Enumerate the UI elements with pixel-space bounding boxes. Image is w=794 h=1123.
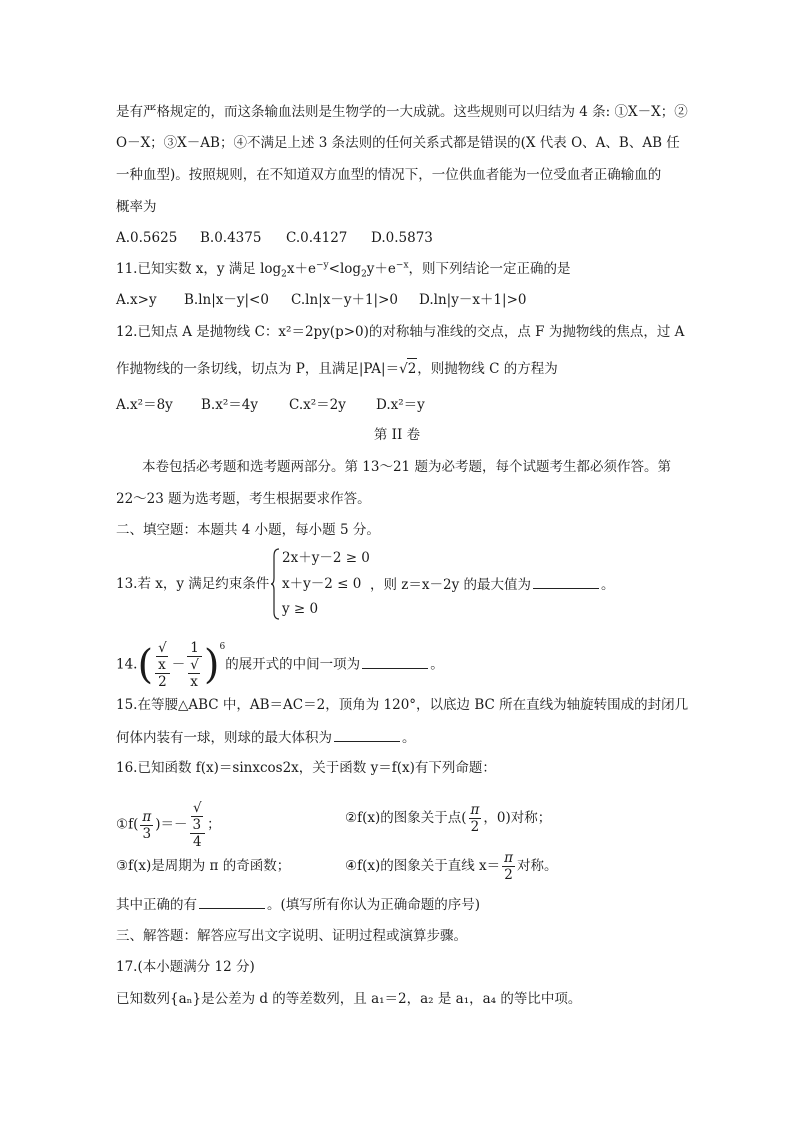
- q13-prefix: 13.若 x，y 满足约束条件: [116, 576, 270, 592]
- q10-line1: 是有严格规定的，而这条输血法则是生物学的一大成就。这些规则可以归结为 4 条: ①X－X；②: [116, 104, 688, 120]
- fill-in-heading: 二、填空题：本题共 4 小题，每小题 5 分。: [116, 522, 380, 538]
- q11-option-c: C.ln|x－y＋1|>0: [291, 292, 398, 308]
- q14-line: 14.( √ x 2 － 1 √ x )$^6$的展开式的中间一项为 。: [116, 640, 444, 690]
- section2-intro-line1: 本卷包括必考题和选考题两部分。第 13～21 题为必考题，每个试题考生都必须作答。第: [142, 459, 671, 475]
- solution-heading: 三、解答题：解答应写出文字说明、证明过程或演算步骤。: [116, 928, 467, 944]
- q12-line1: 12.已知点 A 是抛物线 C：x²＝2py(p>0)的对称轴与准线的交点，点 F 为抛物线的焦点，过 A: [116, 324, 685, 340]
- constraint-3: y ≥ 0: [282, 601, 319, 617]
- q12-option-c: C.x²＝2y: [289, 397, 346, 413]
- q10-option-c: C.0.4127: [286, 230, 348, 246]
- q12-option-b: B.x²＝4y: [201, 397, 258, 413]
- fraction-sqrtx-over-2: √ x 2: [155, 640, 170, 690]
- q10-line3: 一种血型)。按照规则，在不知道双方血型的情况下，一位供血者能为一位受血者正确输血的: [116, 167, 662, 183]
- q10-line2: O－X；③X－AB；④不满足上述 3 条法则的任何关系式都是错误的(X 代表 O、A、B、AB 任: [116, 135, 680, 151]
- q16-proposition-1: ①f( $\frac{\pi}{3}$ )＝－ √ 3 4 ；: [116, 800, 221, 850]
- left-paren: (: [137, 642, 154, 688]
- q16-proposition-4: ④f(x)的图象关于直线 x＝ $\frac{\pi}{2}$ 对称。: [345, 850, 558, 883]
- left-brace-icon: [270, 548, 280, 620]
- q11-option-b: B.ln|x－y|<0: [184, 292, 269, 308]
- constraint-1: 2x＋y－2 ≥ 0: [282, 550, 370, 566]
- constraint-system: [270, 548, 615, 620]
- q15-line1: 15.在等腰△ABC 中，AB＝AC＝2，顶角为 120°，以底边 BC 所在直线为轴旋转围成的封闭几: [116, 697, 689, 713]
- q16-answer-line: 其中正确的有 。(填写所有你认为正确命题的序号): [116, 894, 480, 915]
- right-paren: ): [203, 642, 220, 688]
- q11-option-a: A.x>y: [116, 292, 157, 308]
- q13-suffix: ，则 z＝x－2y 的最大值为 。: [370, 574, 615, 595]
- q11-option-d: D.ln|y－x＋1|>0: [419, 292, 527, 308]
- q16-stem: 16.已知函数 f(x)＝sinxcos2x，关于函数 y＝f(x)有下列命题：: [116, 760, 496, 776]
- q10-line4: 概率为: [116, 199, 157, 215]
- q16-proposition-3: ③f(x)是周期为 π 的奇函数；: [116, 858, 291, 874]
- q10-option-d: D.0.5873: [371, 230, 433, 246]
- q16-answer-blank: [199, 894, 265, 909]
- q13-answer-blank: [533, 574, 599, 589]
- q12-line2: 作抛物线的一条切线，切点为 P，且满足|PA|＝√2，则抛物线 C 的方程为: [116, 358, 558, 379]
- q15-answer-blank: [334, 727, 400, 742]
- fraction-1-over-sqrtx: 1 √ x: [187, 640, 202, 690]
- sqrt-symbol: √: [399, 361, 408, 377]
- q16-proposition-2: ②f(x)的图象关于点( $\frac{\pi}{2}$ ，0)对称；: [345, 802, 552, 835]
- q12-option-a: A.x²＝8y: [116, 397, 173, 413]
- q17-title: 17.(本小题满分 12 分): [116, 959, 255, 975]
- section2-intro-line2: 22～23 题为选考题，考生根据要求作答。: [116, 491, 371, 507]
- q12-option-d: D.x²＝y: [376, 397, 425, 413]
- section-title: 第 II 卷: [373, 427, 421, 443]
- q11-stem: 11.已知实数 x，y 满足 $\log_2x+e^{-y}<\log_2y+e^{-x}$，则下列结论一定正确的是: [116, 260, 571, 280]
- q17-text: 已知数列{aₙ}是公差为 d 的等差数列，且 a₁＝2，a₂ 是 a₁，a₄ 的等比中项。: [116, 991, 582, 1007]
- q14-answer-blank: [362, 654, 428, 669]
- constraint-2: x＋y－2 ≤ 0: [282, 576, 362, 592]
- q10-option-b: B.0.4375: [200, 230, 262, 246]
- q10-option-a: A.0.5625: [116, 230, 178, 246]
- q15-line2: 何体内装有一球，则球的最大体积为 。: [116, 727, 416, 748]
